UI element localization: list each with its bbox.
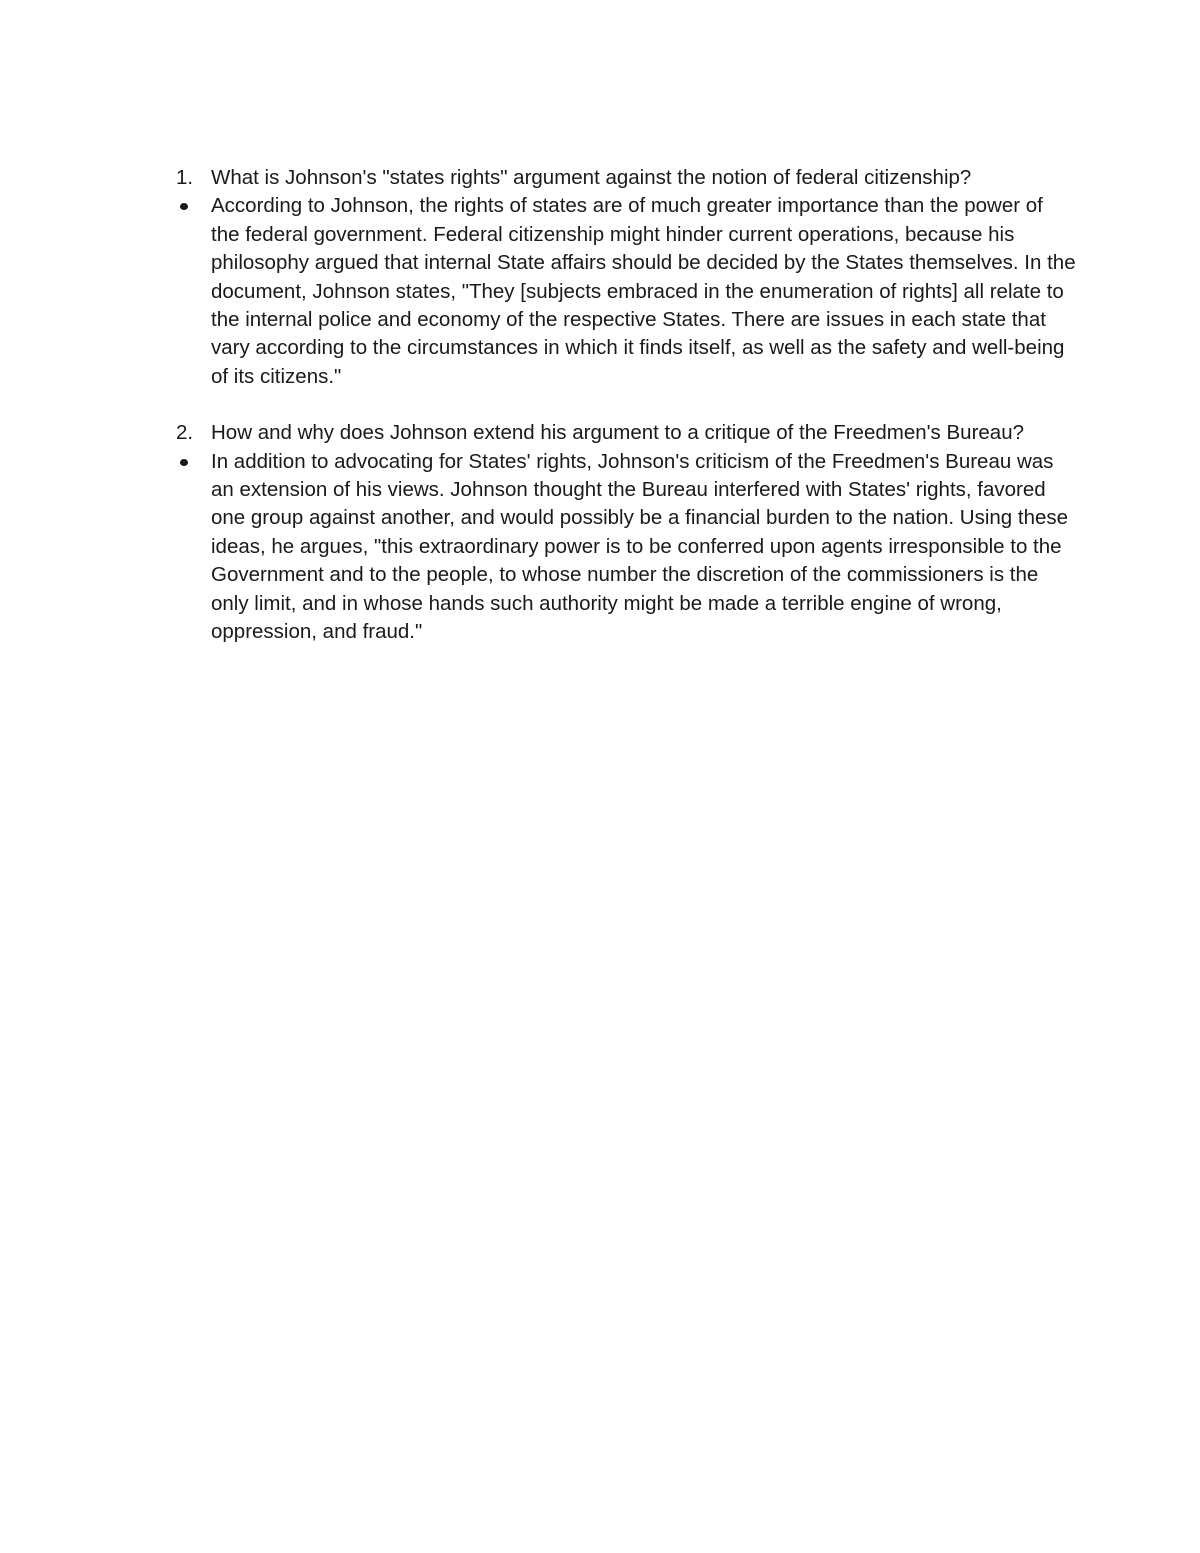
answer-2 [176, 448, 1076, 647]
answer-1-text: According to Johnson, the rights of states are of much greater importance than the power of the federal government. Federal citizenship might hinder current operations, because his philosophy argued that internal State affairs should be decided by the States themselves. In the document, Johnson states, "They [subjects embraced in the enumeration of rights] all relate to the internal police and economy of the respective States. There are issues in each state that vary according to the circumstances in which it finds itself, as well as the safety and well-being of its citizens." [211, 194, 1076, 388]
question-2 [176, 419, 1076, 447]
answer-1 [176, 192, 1076, 391]
list-number-1: 1. [176, 166, 194, 189]
document-body [176, 164, 1076, 647]
bullet-icon [180, 203, 188, 210]
list-number-2: 2. [176, 421, 194, 445]
question-1-text: What is Johnson's "states rights" argument against the notion of federal citizenship? [211, 166, 972, 189]
question-2-text: How and why does Johnson extend his argument to a critique of the Freedmen's Bureau? [211, 421, 1025, 445]
paragraph-gap [176, 391, 1076, 419]
bullet-icon [180, 459, 188, 466]
answer-2-text: In addition to advocating for States' rights, Johnson's criticism of the Freedmen's Bureau was an extension of his views. Johnson thought the Bureau interfered with States' rights, favored one group against another, and would possibly be a financial burden to the nation. Using these ideas, he argues, "this extraordinary power is to be conferred upon agents irresponsible to the Government and to the people, to whose number the discretion of the commissioners is the only limit, and in whose hands such authority might be made a terrible engine of wrong, oppression, and fraud." [211, 449, 1069, 644]
question-1 [176, 164, 1076, 192]
